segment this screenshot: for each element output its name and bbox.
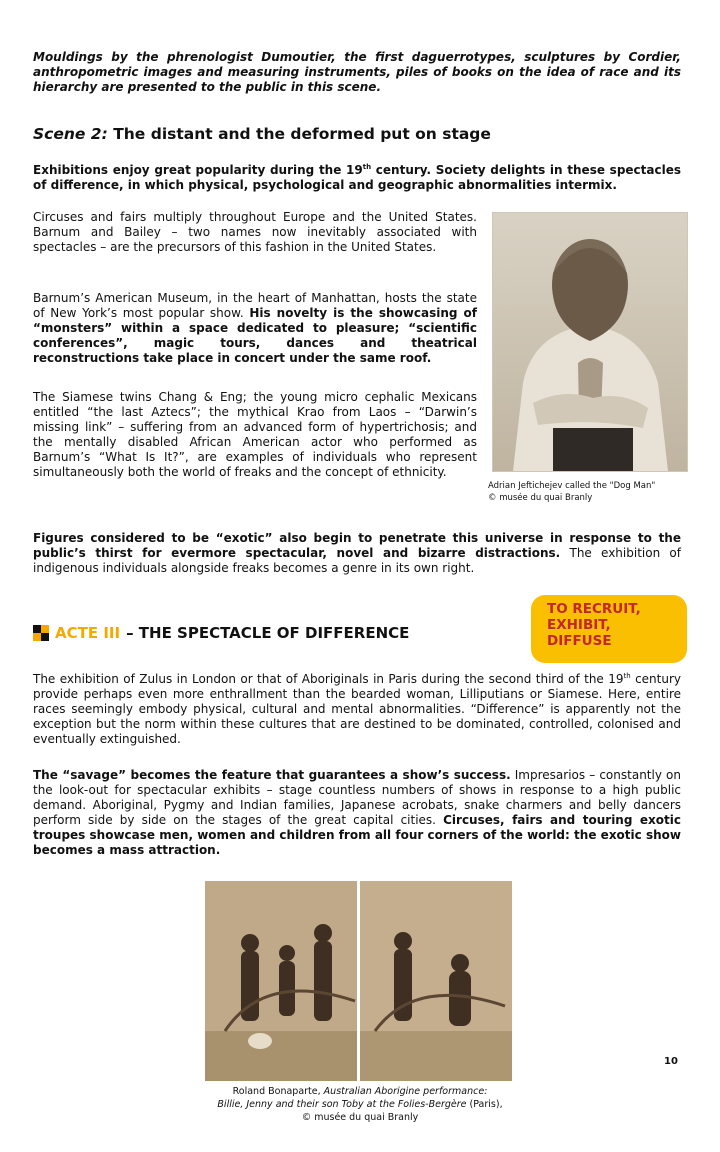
acte-heading bbox=[33, 624, 409, 642]
caption-place: (Paris), bbox=[466, 1099, 503, 1110]
caption-author: Roland Bonaparte, bbox=[232, 1086, 324, 1097]
badge-line-1: TO RECRUIT, bbox=[547, 601, 641, 617]
paragraph-savage bbox=[33, 768, 681, 858]
zulus-text-b: century provide perhaps even more enthrallment than the bearded woman, Lilliputians or Siamese. Here, entire races seemingly embody physical, cultural and mental abnormalities. “Difference” is apparently not the exception but the norm within these cultures that are destined to be dominated, controlled, colonised and eventually extinguished. bbox=[33, 672, 681, 746]
exotic-text: The exhibition of indigenous individuals alongside freaks becomes a genre in its own right. bbox=[33, 546, 681, 575]
lead-text-b: century. Society delights in these spectacles of difference, in which physical, psychological and geographic abnormalities intermix. bbox=[33, 163, 681, 192]
badge-line-2: EXHIBIT, bbox=[547, 617, 611, 633]
caption-subtitle: Billie, Jenny and their son Toby at the Folies-Bergère bbox=[217, 1099, 467, 1110]
savage-bold-1: The “savage” becomes the feature that guarantees a show’s success. bbox=[33, 768, 511, 782]
zulus-sup: th bbox=[623, 672, 631, 680]
acte-title: – THE SPECTACLE OF DIFFERENCE bbox=[126, 624, 410, 642]
barnum-bold: His novelty is the showcasing of “monsters” within a space dedicated to pleasure; “scientific conferences”, magic tours, dances and theatrical reconstructions take place in concert under the same roof. bbox=[33, 306, 477, 365]
scene-heading: The distant and the deformed put on stage bbox=[113, 125, 491, 143]
acte-badge bbox=[531, 595, 687, 663]
dog-man-photo-graphic bbox=[493, 213, 687, 471]
page-number: 10 bbox=[664, 1056, 678, 1067]
dog-man-photo bbox=[492, 212, 688, 472]
paragraph-circuses: Circuses and fairs multiply throughout Europe and the United States. Barnum and Bailey – two names now inevitably associated with spectacles – are the precursors of this fashion in the United States. bbox=[33, 210, 477, 254]
lead-sup: th bbox=[362, 163, 372, 171]
paragraph-exotic bbox=[33, 531, 681, 576]
intro-caption: Mouldings by the phrenologist Dumoutier, the first daguerrotypes, sculptures by Cordier, anthropometric images and measuring instruments, piles of books on the idea of race and its hierarchy are presented to the public in this scene. bbox=[33, 50, 681, 94]
aborigine-caption-line1 bbox=[180, 1085, 540, 1098]
exotic-bold: Figures considered to be “exotic” also begin to penetrate this universe in response to the public’s thirst for evermore spectacular, novel and bizarre distractions. bbox=[33, 531, 681, 560]
zulus-text-a: The exhibition of Zulus in London or that of Aboriginals in Paris during the second third of the 19 bbox=[33, 672, 624, 686]
aborigine-caption bbox=[180, 1085, 540, 1124]
paragraph-siamese: The Siamese twins Chang & Eng; the young micro cephalic Mexicans entitled “the last Aztecs”; the mythical Krao from Laos – “Darwin’s missing link” – suffering from an advanced form of hypertrichosis; and the mentally disabled African American actor who performed as Barnum’s “What Is It?”, are examples of individuals who represent simultaneously both the world of freaks and the concept of ethnicity. bbox=[33, 390, 477, 479]
dog-man-caption bbox=[488, 480, 655, 504]
caption-title: Australian Aborigine performance: bbox=[323, 1086, 488, 1097]
paragraph-barnum bbox=[33, 291, 477, 366]
badge-line-3: DIFFUSE bbox=[547, 633, 612, 649]
barnum-text: Barnum’s American Museum, in the heart of Manhattan, hosts the state of New York’s most popular show. bbox=[33, 291, 477, 320]
scene-title bbox=[33, 125, 491, 143]
aborigine-caption-line2 bbox=[180, 1098, 540, 1111]
scene-lead bbox=[33, 160, 681, 193]
aborigine-caption-line3: © musée du quai Branly bbox=[301, 1112, 419, 1123]
savage-bold-2: Circuses, fairs and touring exotic troupes showcase men, women and children from all four corners of the world: the exotic show becomes a mass attraction. bbox=[33, 813, 681, 857]
dog-man-caption-line1: Adrian Jeftichejev called the "Dog Man" bbox=[488, 481, 656, 491]
acte-number: ACTE III bbox=[55, 624, 121, 642]
lead-text-a: Exhibitions enjoy great popularity during the 19 bbox=[33, 163, 363, 177]
dog-man-caption-line2: © musée du quai Branly bbox=[488, 493, 593, 503]
acte-square-icon bbox=[33, 625, 49, 641]
savage-text: Impresarios – constantly on the look-out for spectacular exhibits – stage countless numbers of shows in response to a high public demand. Aboriginal, Pygmy and Indian families, Japanese acrobats, snake charmers and belly dancers perform side by side on the stages of the great capital cities. bbox=[33, 768, 681, 827]
scene-label: Scene 2: bbox=[33, 125, 108, 143]
aborigine-photo bbox=[205, 881, 512, 1081]
aborigine-photo-graphic bbox=[205, 881, 512, 1081]
paragraph-zulus bbox=[33, 669, 681, 747]
